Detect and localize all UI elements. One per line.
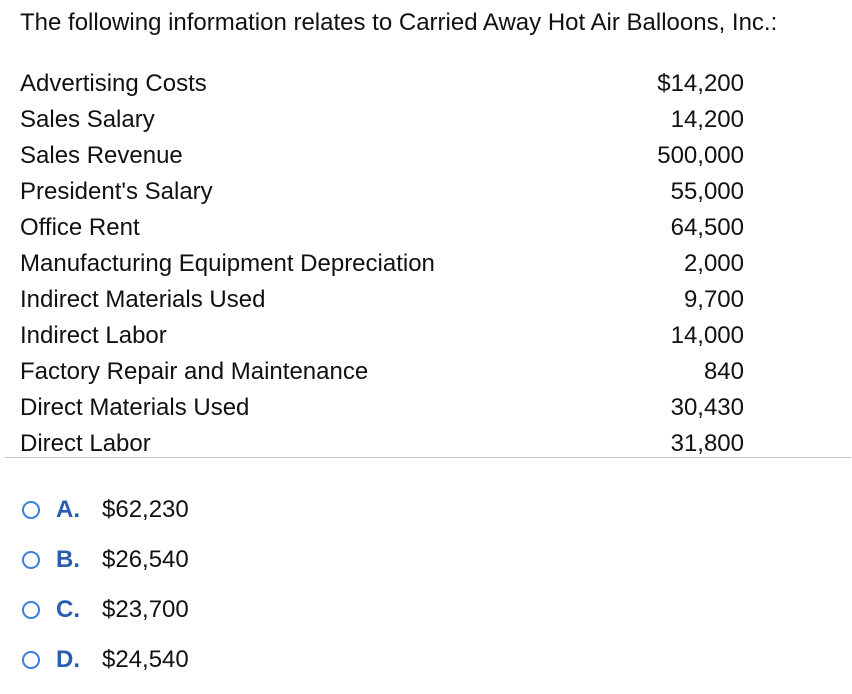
option-letter: A. xyxy=(56,496,80,523)
table-row xyxy=(20,66,744,102)
row-value: 55,000 xyxy=(670,178,744,205)
row-value: 64,500 xyxy=(670,214,744,241)
row-label: Office Rent xyxy=(20,214,140,241)
radio-button-icon[interactable] xyxy=(22,551,40,569)
table-row xyxy=(20,102,744,138)
option-letter: C. xyxy=(56,596,80,623)
row-label: Advertising Costs xyxy=(20,70,207,97)
row-label: Direct Labor xyxy=(20,430,151,457)
row-label: Indirect Materials Used xyxy=(20,286,266,313)
option-letter: B. xyxy=(56,546,80,573)
radio-button-icon[interactable] xyxy=(22,501,40,519)
row-value: $14,200 xyxy=(657,70,744,97)
answer-option-c[interactable] xyxy=(22,585,189,635)
answer-option-a[interactable] xyxy=(22,485,189,535)
table-row xyxy=(20,282,744,318)
table-row xyxy=(20,354,744,390)
option-text[interactable]: $26,540 xyxy=(102,546,189,573)
row-label: President's Salary xyxy=(20,178,213,205)
table-row xyxy=(20,390,744,426)
question-text: The following information relates to Carried Away Hot Air Balloons, Inc.: xyxy=(20,9,778,36)
table-row xyxy=(20,174,744,210)
row-value: 30,430 xyxy=(670,394,744,421)
option-text[interactable]: $23,700 xyxy=(102,596,189,623)
radio-button-icon[interactable] xyxy=(22,601,40,619)
table-divider xyxy=(5,457,851,458)
table-row xyxy=(20,138,744,174)
radio-button-icon[interactable] xyxy=(22,651,40,669)
answer-options xyxy=(22,485,189,685)
cost-table xyxy=(20,66,744,462)
row-value: 9,700 xyxy=(683,286,744,313)
table-row xyxy=(20,318,744,354)
option-letter: D. xyxy=(56,646,80,673)
table-row xyxy=(20,246,744,282)
row-value: 31,800 xyxy=(670,430,744,457)
answer-option-d[interactable] xyxy=(22,635,189,685)
table-row xyxy=(20,210,744,246)
row-value: 2,000 xyxy=(683,250,744,277)
row-label: Sales Salary xyxy=(20,106,155,133)
option-text[interactable]: $24,540 xyxy=(102,646,189,673)
row-value: 500,000 xyxy=(657,142,744,169)
row-value: 14,000 xyxy=(670,322,744,349)
row-value: 14,200 xyxy=(670,106,744,133)
row-label: Direct Materials Used xyxy=(20,394,250,421)
row-value: 840 xyxy=(703,358,744,385)
answer-option-b[interactable] xyxy=(22,535,189,585)
option-text[interactable]: $62,230 xyxy=(102,496,189,523)
row-label: Indirect Labor xyxy=(20,322,167,349)
row-label: Factory Repair and Maintenance xyxy=(20,358,369,385)
row-label: Sales Revenue xyxy=(20,142,183,169)
row-label: Manufacturing Equipment Depreciation xyxy=(20,250,435,277)
